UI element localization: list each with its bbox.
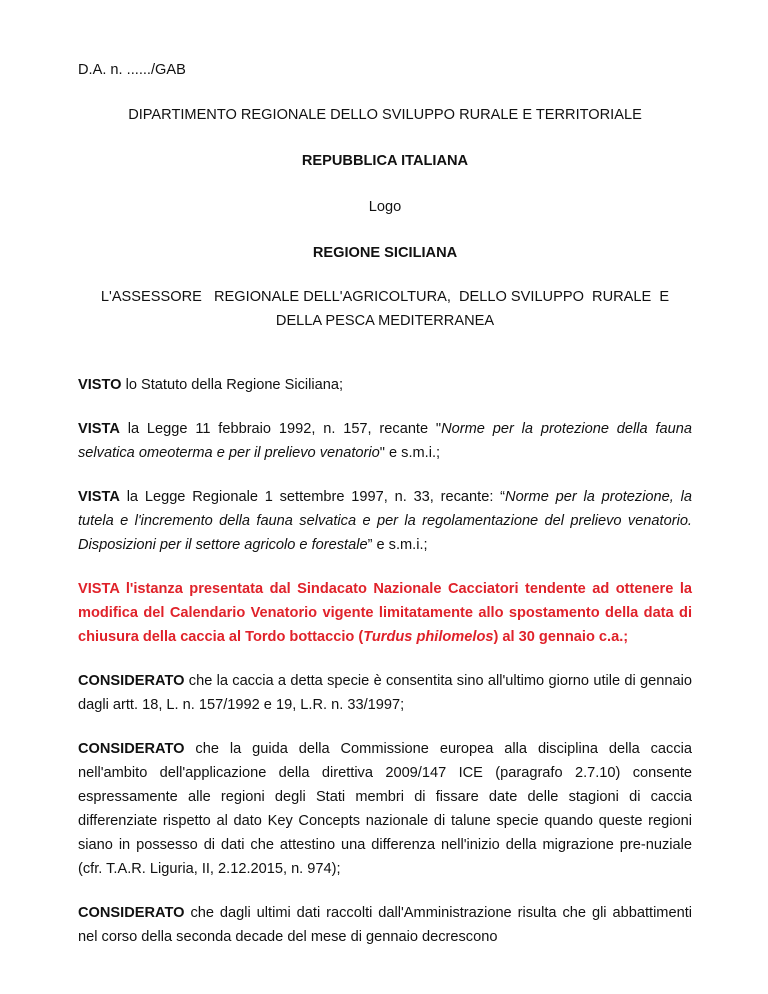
paragraph-lead: VISTA bbox=[78, 489, 120, 505]
paragraph-visto-statuto bbox=[78, 373, 692, 397]
logo-placeholder: Logo bbox=[368, 199, 402, 215]
region-heading: REGIONE SICILIANA bbox=[312, 245, 458, 261]
paragraph-lead: CONSIDERATO bbox=[78, 905, 185, 921]
paragraph-considerato-dati bbox=[78, 901, 692, 949]
species-name: Turdus philomelos bbox=[363, 629, 494, 645]
paragraph-text: che la guida della Commissione europea alla disciplina della caccia nell'ambito dell'applicazione della direttiva 2009/147 ICE (paragrafo 2.7.10) consente espressamente alle regioni degli Stati membri di fissare date delle stagioni di caccia differenziate rispetto al dato Key Concepts nazionale di talune specie quando queste regioni siano in possesso di dati che attestino una differenza nell'inizio della migrazione pre-nuziale (cfr. T.A.R. Liguria, II, 2.12.2015, n. 974); bbox=[78, 741, 692, 877]
paragraph-text: la Legge Regionale 1 settembre 1997, n. 33, recante: “ bbox=[119, 489, 506, 505]
paragraph-lead: CONSIDERATO bbox=[78, 741, 185, 757]
decree-reference: D.A. n. ....../GAB bbox=[78, 62, 186, 78]
paragraph-text: che dagli ultimi dati raccolti dall'Amministrazione risulta che gli abbattimenti nel corso della seconda decade del mese di gennaio decrescono bbox=[78, 905, 692, 945]
law-title: Norme per la protezione della fauna selvatica omeoterma e per il prelievo venatorio bbox=[78, 421, 692, 461]
paragraph-vista-legge-regionale-33 bbox=[78, 485, 692, 557]
paragraph-text: lo Statuto della Regione Siciliana; bbox=[121, 377, 344, 393]
paragraph-lead: VISTA bbox=[78, 421, 120, 437]
assessore-heading bbox=[78, 285, 692, 333]
paragraph-considerato-guida bbox=[78, 737, 692, 881]
paragraph-considerato-caccia bbox=[78, 669, 692, 717]
paragraph-vista-istanza bbox=[78, 577, 692, 649]
assessore-line-2: DELLA PESCA MEDITERRANEA bbox=[275, 313, 495, 329]
republic-heading: REPUBBLICA ITALIANA bbox=[301, 153, 469, 169]
paragraph-lead: CONSIDERATO bbox=[78, 673, 185, 689]
paragraph-text: la Legge 11 febbraio 1992, n. 157, recante " bbox=[119, 421, 442, 437]
paragraph-text: ” e s.m.i.; bbox=[367, 537, 428, 553]
paragraph-text: VISTA l'istanza presentata dal Sindacato Nazionale Cacciatori tendente ad ottenere la modifica del Calendario Venatorio vigente limitatamente allo spostamento della data di chiusura della caccia al Tordo bottaccio ( bbox=[78, 581, 692, 645]
paragraph-vista-legge-157 bbox=[78, 417, 692, 465]
paragraph-text: " e s.m.i.; bbox=[379, 445, 441, 461]
paragraph-text: ) al 30 gennaio c.a.; bbox=[493, 629, 629, 645]
law-title: Norme per la protezione, la tutela e l'incremento della fauna selvatica e per la regolamentazione del prelievo venatorio. Disposizioni per il settore agricolo e forestale bbox=[78, 489, 692, 553]
department-heading: DIPARTIMENTO REGIONALE DELLO SVILUPPO RURALE E TERRITORIALE bbox=[128, 107, 642, 123]
paragraph-lead: VISTO bbox=[78, 377, 122, 393]
paragraph-text: che la caccia a detta specie è consentita sino all'ultimo giorno utile di gennaio dagli artt. 18, L. n. 157/1992 e 19, L.R. n. 33/1997; bbox=[78, 673, 692, 713]
assessore-line-1: L'ASSESSORE REGIONALE DELL'AGRICOLTURA, DELLO SVILUPPO RURALE E bbox=[100, 289, 670, 305]
